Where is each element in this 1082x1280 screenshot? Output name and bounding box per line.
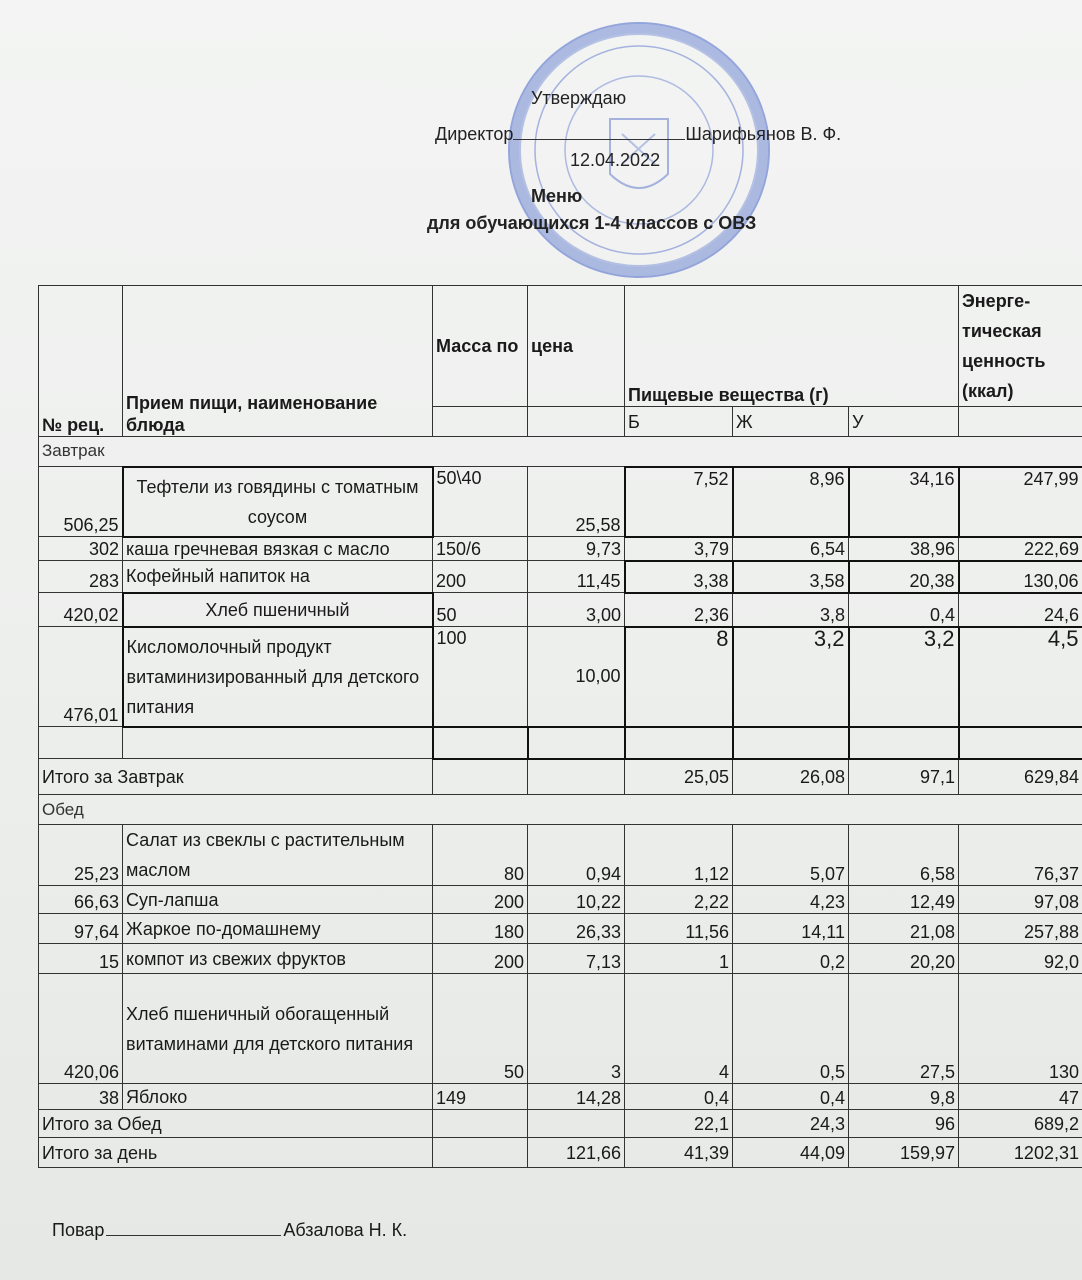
table-row	[39, 914, 1082, 944]
approval-date: 12.04.2022	[570, 150, 661, 170]
day-total-kcal: 1202,31	[959, 1138, 1082, 1168]
breakfast-total-b: 25,05	[625, 759, 733, 795]
dish-price: 0,94	[528, 825, 625, 886]
empty-cell	[123, 727, 433, 759]
dish-mass: 180	[433, 914, 528, 944]
section-breakfast-label: Завтрак	[39, 437, 1082, 467]
lunch-total-u: 96	[849, 1110, 959, 1138]
dish-mass: 200	[433, 886, 528, 914]
dish-mass: 100	[433, 627, 528, 727]
dish-zh: 0,2	[733, 944, 849, 974]
breakfast-total-u: 97,1	[849, 759, 959, 795]
dish-price: 14,28	[528, 1084, 625, 1110]
day-total-price: 121,66	[528, 1138, 625, 1168]
table-row	[39, 467, 1082, 537]
dish-kcal: 92,0	[959, 944, 1082, 974]
dish-zh: 3,58	[733, 561, 849, 593]
dish-price: 25,58	[528, 467, 625, 537]
dish-kcal: 24,6	[959, 593, 1082, 627]
recipe-number: 38	[39, 1084, 123, 1110]
dish-kcal: 257,88	[959, 914, 1082, 944]
section-lunch-label: Обед	[39, 795, 1082, 825]
lunch-total-b: 22,1	[625, 1110, 733, 1138]
breakfast-total-mass	[433, 759, 528, 795]
dish-kcal: 222,69	[959, 537, 1082, 561]
dish-name: Яблоко	[123, 1084, 433, 1110]
header-mass: Масса по	[433, 286, 528, 407]
dish-u: 34,16	[849, 467, 959, 537]
header-zh: Ж	[733, 407, 849, 437]
dish-zh: 4,23	[733, 886, 849, 914]
menu-title: Меню	[531, 186, 583, 206]
dish-name: Хлеб пшеничный обогащенный витаминами для детского питания	[123, 974, 433, 1084]
menu-subtitle: для обучающихся 1-4 классов с ОВЗ	[427, 213, 757, 233]
table-row	[39, 537, 1082, 561]
empty-row	[39, 727, 1082, 759]
empty-cell	[625, 727, 733, 759]
dish-mass: 50	[433, 593, 528, 627]
breakfast-total-zh: 26,08	[733, 759, 849, 795]
menu-table	[38, 285, 1082, 1168]
header-nutrients: Пищевые вещества (г)	[625, 286, 959, 407]
recipe-number: 66,63	[39, 886, 123, 914]
dish-kcal: 130	[959, 974, 1082, 1084]
dish-price: 9,73	[528, 537, 625, 561]
recipe-number: 15	[39, 944, 123, 974]
day-total	[39, 1138, 1082, 1168]
dish-zh: 5,07	[733, 825, 849, 886]
table-row	[39, 974, 1082, 1084]
dish-kcal: 247,99	[959, 467, 1082, 537]
recipe-number: 302	[39, 537, 123, 561]
dish-name: Кисломолочный продукт витаминизированный для детского питания	[123, 627, 433, 727]
day-total-label: Итого за день	[39, 1138, 433, 1168]
table-header-row	[39, 286, 1082, 407]
dish-price: 11,45	[528, 561, 625, 593]
section-lunch	[39, 795, 1082, 825]
recipe-number: 506,25	[39, 467, 123, 537]
dish-mass: 50	[433, 974, 528, 1084]
dish-b: 11,56	[625, 914, 733, 944]
lunch-total-kcal: 689,2	[959, 1110, 1082, 1138]
lunch-total-label: Итого за Обед	[39, 1110, 433, 1138]
empty-cell	[528, 727, 625, 759]
cook-signature-line	[52, 1220, 407, 1241]
dish-u: 20,20	[849, 944, 959, 974]
breakfast-total	[39, 759, 1082, 795]
breakfast-total-label: Итого за Завтрак	[39, 759, 433, 795]
breakfast-total-price	[528, 759, 625, 795]
dish-b: 1	[625, 944, 733, 974]
director-label	[435, 124, 841, 145]
header-price: цена	[528, 286, 625, 407]
dish-kcal: 130,06	[959, 561, 1082, 593]
dish-kcal: 47	[959, 1084, 1082, 1110]
table-row	[39, 886, 1082, 914]
header-u: У	[849, 407, 959, 437]
day-total-b: 41,39	[625, 1138, 733, 1168]
lunch-total	[39, 1110, 1082, 1138]
dish-name: Суп-лапша	[123, 886, 433, 914]
dish-b: 7,52	[625, 467, 733, 537]
director-label-text: Директор	[435, 124, 514, 144]
dish-zh: 14,11	[733, 914, 849, 944]
dish-zh: 8,96	[733, 467, 849, 537]
dish-zh: 0,5	[733, 974, 849, 1084]
dish-u: 6,58	[849, 825, 959, 886]
dish-kcal: 4,5	[959, 627, 1082, 727]
lunch-total-mass	[433, 1110, 528, 1138]
dish-b: 3,38	[625, 561, 733, 593]
dish-price: 10,00	[528, 627, 625, 727]
dish-name: Салат из свеклы с растительным маслом	[123, 825, 433, 886]
dish-u: 9,8	[849, 1084, 959, 1110]
table-row	[39, 825, 1082, 886]
lunch-total-zh: 24,3	[733, 1110, 849, 1138]
day-total-zh: 44,09	[733, 1138, 849, 1168]
dish-price: 26,33	[528, 914, 625, 944]
empty-cell	[849, 727, 959, 759]
header-num: № рец.	[39, 286, 123, 437]
table-row	[39, 1084, 1082, 1110]
dish-b: 4	[625, 974, 733, 1084]
table-row	[39, 593, 1082, 627]
table-row	[39, 944, 1082, 974]
dish-zh: 6,54	[733, 537, 849, 561]
dish-mass: 80	[433, 825, 528, 886]
dish-u: 21,08	[849, 914, 959, 944]
dish-kcal: 97,08	[959, 886, 1082, 914]
recipe-number: 420,02	[39, 593, 123, 627]
recipe-number: 25,23	[39, 825, 123, 886]
recipe-number: 97,64	[39, 914, 123, 944]
dish-price: 3,00	[528, 593, 625, 627]
dish-mass: 149	[433, 1084, 528, 1110]
dish-b: 0,4	[625, 1084, 733, 1110]
dish-name: Тефтели из говядины с томатным соусом	[123, 467, 433, 537]
dish-mass: 200	[433, 944, 528, 974]
empty-cell	[433, 727, 528, 759]
recipe-number: 420,06	[39, 974, 123, 1084]
recipe-number: 476,01	[39, 627, 123, 727]
dish-b: 2,36	[625, 593, 733, 627]
dish-b: 2,22	[625, 886, 733, 914]
header-b: Б	[625, 407, 733, 437]
dish-mass: 150/6	[433, 537, 528, 561]
empty-cell	[39, 727, 123, 759]
empty-cell	[959, 727, 1082, 759]
cook-name: Абзалова Н. К.	[283, 1220, 408, 1240]
dish-zh: 0,4	[733, 1084, 849, 1110]
dish-b: 8	[625, 627, 733, 727]
table-row	[39, 627, 1082, 727]
cook-label: Повар	[52, 1220, 105, 1240]
dish-name: Жаркое по-домашнему	[123, 914, 433, 944]
dish-price: 7,13	[528, 944, 625, 974]
dish-u: 12,49	[849, 886, 959, 914]
dish-mass: 200	[433, 561, 528, 593]
director-name: Шарифьянов В. Ф.	[685, 124, 842, 144]
dish-price: 10,22	[528, 886, 625, 914]
dish-u: 38,96	[849, 537, 959, 561]
dish-u: 0,4	[849, 593, 959, 627]
dish-price: 3	[528, 974, 625, 1084]
dish-name: Кофейный напиток на	[123, 561, 433, 593]
lunch-total-price	[528, 1110, 625, 1138]
dish-b: 3,79	[625, 537, 733, 561]
dish-u: 20,38	[849, 561, 959, 593]
empty-cell	[733, 727, 849, 759]
table-row	[39, 561, 1082, 593]
breakfast-total-kcal: 629,84	[959, 759, 1082, 795]
header-dish: Прием пищи, наименование блюда	[123, 286, 433, 437]
dish-b: 1,12	[625, 825, 733, 886]
header-energy: Энерге-тическая ценность (ккал)	[959, 286, 1082, 407]
dish-zh: 3,2	[733, 627, 849, 727]
day-total-mass	[433, 1138, 528, 1168]
dish-zh: 3,8	[733, 593, 849, 627]
dish-mass: 50\40	[433, 467, 528, 537]
dish-kcal: 76,37	[959, 825, 1082, 886]
day-total-u: 159,97	[849, 1138, 959, 1168]
approve-label: Утверждаю	[531, 88, 627, 108]
dish-u: 3,2	[849, 627, 959, 727]
dish-u: 27,5	[849, 974, 959, 1084]
recipe-number: 283	[39, 561, 123, 593]
dish-name: Хлеб пшеничный	[123, 593, 433, 627]
dish-name: каша гречневая вязкая с масло	[123, 537, 433, 561]
section-breakfast	[39, 437, 1082, 467]
dish-name: компот из свежих фруктов	[123, 944, 433, 974]
